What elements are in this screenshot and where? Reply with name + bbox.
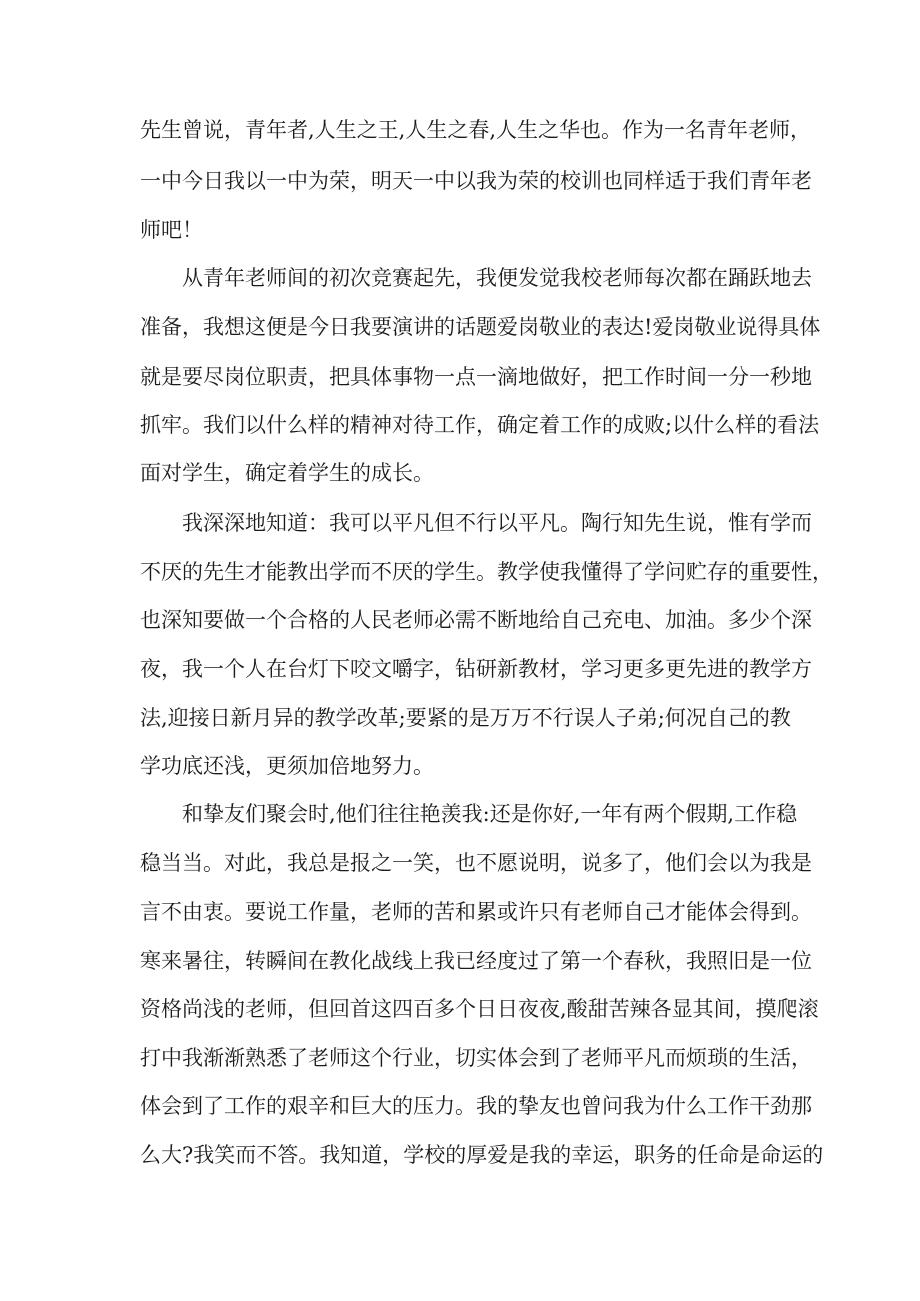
- paragraph-4-line-2: 稳当当。对此，我总是报之一笑，也不愿说明，说多了，他们会以为我是: [140, 851, 812, 875]
- paragraph-2-line-4: 抓牢。我们以什么样的精神对待工作，确定着工作的成败;以什么样的看法: [140, 413, 820, 437]
- paragraph-3-line-6: 学功底还浅，更须加倍地努力。: [140, 754, 434, 778]
- paragraph-4-line-7: 体会到了工作的艰辛和巨大的压力。我的挚友也曾问我为什么工作干劲那: [140, 1094, 812, 1118]
- paragraph-4-line-6: 打中我渐渐熟悉了老师这个行业，切实体会到了老师平凡而烦琐的生活，: [140, 1046, 812, 1070]
- paragraph-2-line-2: 准备，我想这便是今日我要演讲的话题爱岗敬业的表达!爱岗敬业说得具体: [140, 315, 821, 339]
- paragraph-3-line-4: 夜，我一个人在台灯下咬文嚼字，钻研新教材，学习更多更先进的教学方: [140, 657, 812, 681]
- paragraph-3-line-1: 我深深地知道：我可以平凡但不行以平凡。陶行知先生说，惟有学而: [182, 511, 812, 535]
- paragraph-4-line-8: 么大?我笑而不答。我知道，学校的厚爱是我的幸运，职务的任命是命运的: [140, 1143, 824, 1167]
- paragraph-3-line-5: 法,迎接日新月异的教学改革;要紧的是万万不行误人子弟;何况自己的教: [140, 706, 791, 730]
- paragraph-3-line-3: 也深知要做一个合格的人民老师必需不断地给自己充电、加油。多少个深: [140, 608, 812, 632]
- paragraph-4-line-4: 寒来暑往，转瞬间在教化战线上我已经度过了第一个春秋，我照旧是一位: [140, 949, 812, 973]
- paragraph-1-line-2: 一中今日我以一中为荣，明天一中以我为荣的校训也同样适于我们青年老: [140, 169, 812, 193]
- paragraph-1-line-1: 先生曾说，青年者,人生之王,人生之春,人生之华也。作为一名青年老师，: [140, 118, 812, 142]
- paragraph-4-line-3: 言不由衷。要说工作量，老师的苦和累或许只有老师自己才能体会得到。: [140, 900, 812, 924]
- paragraph-3-line-2: 不厌的先生才能教出学而不厌的学生。教学使我懂得了学问贮存的重要性，: [140, 560, 833, 584]
- paragraph-4-line-1: 和挚友们聚会时,他们往往艳羡我:还是你好,一年有两个假期,工作稳: [182, 802, 798, 826]
- paragraph-1-line-3: 师吧！: [140, 218, 203, 242]
- paragraph-2-line-5: 面对学生，确定着学生的成长。: [140, 461, 434, 485]
- paragraph-4-line-5: 资格尚浅的老师，但回首这四百多个日日夜夜,酸甜苦辣各显其间，摸爬滚: [140, 997, 819, 1021]
- paragraph-2-line-3: 就是要尽岗位职责，把具体事物一点一滴地做好，把工作时间一分一秒地: [140, 365, 812, 389]
- paragraph-2-line-1: 从青年老师间的初次竞赛起先，我便发觉我校老师每次都在踊跃地去: [182, 266, 812, 290]
